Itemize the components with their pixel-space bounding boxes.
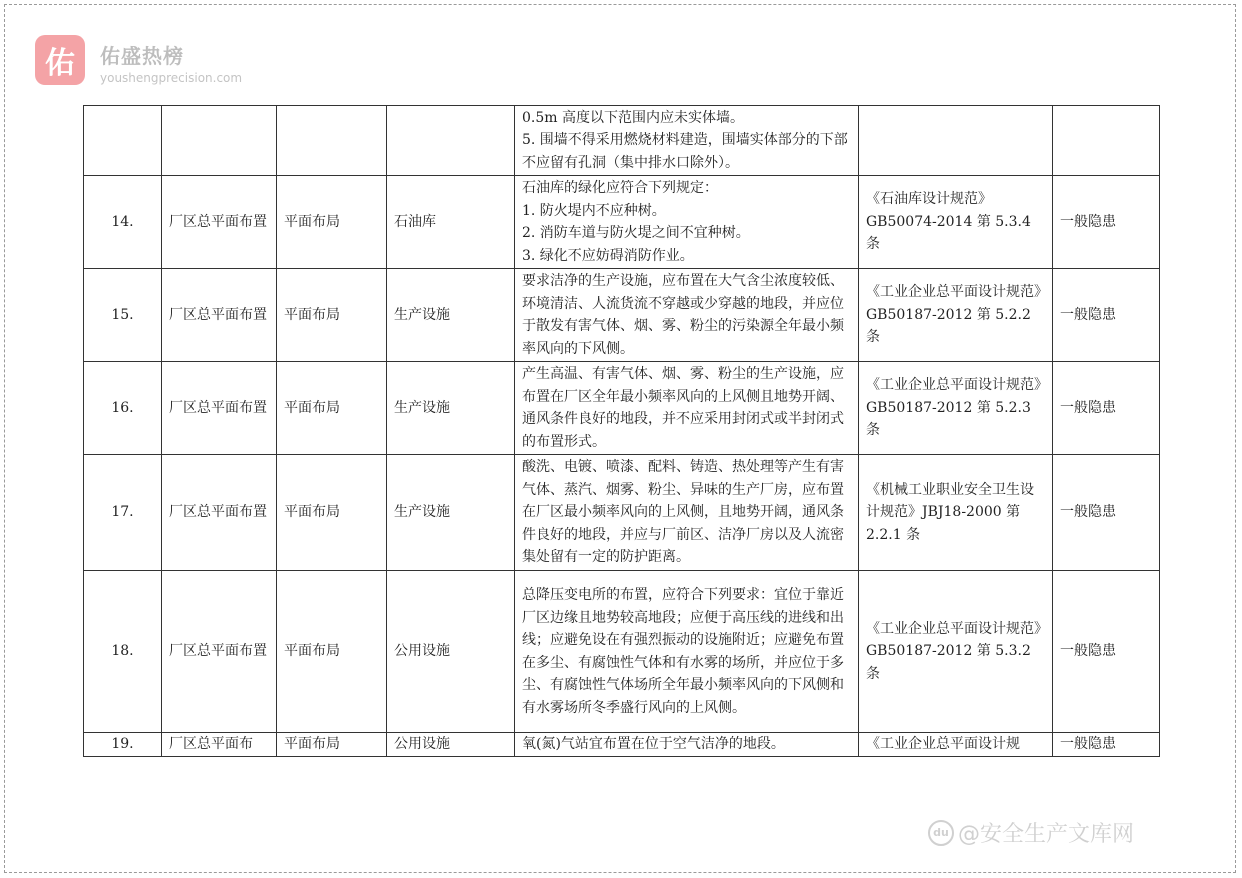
area-cell: 厂区总平面布置 [162, 269, 277, 362]
hazard-table [83, 105, 1160, 757]
object-cell: 公用设施 [387, 733, 515, 757]
requirement-cell: 石油库的绿化应符合下列规定： 1. 防火堤内不应种树。 2. 消防车道与防火堤之间不宜种树。 3. 绿化不应妨碍消防作业。 [515, 176, 859, 269]
basis-cell [859, 106, 1053, 176]
row-number: 16. [84, 362, 162, 455]
basis-cell: 《工业企业总平面设计规范》GB50187-2012 第 5.3.2 条 [859, 571, 1053, 733]
row-number: 19. [84, 733, 162, 757]
object-cell: 生产设施 [387, 455, 515, 571]
requirement-cell: 总降压变电所的布置，应符合下列要求：宜位于靠近厂区边缘且地势较高地段；应便于高压线的进线和出线；应避免设在有强烈振动的设施附近；应避免布置在多尘、有腐蚀性气体和有水雾的场所，并应位于多尘、有腐蚀性气体场所全年最小频率风向的下风侧和有水雾场所冬季盛行风向的上风侧。 [515, 571, 859, 733]
row-number [84, 106, 162, 176]
category-cell: 平面布局 [277, 455, 387, 571]
area-cell: 厂区总平面布置 [162, 362, 277, 455]
category-cell: 平面布局 [277, 733, 387, 757]
requirement-cell: 氧(氮)气站宜布置在位于空气洁净的地段。 [515, 733, 859, 757]
risk-level-cell: 一般隐患 [1053, 269, 1160, 362]
table-row [84, 176, 1160, 269]
basis-cell: 《工业企业总平面设计规范》GB50187-2012 第 5.2.2 条 [859, 269, 1053, 362]
object-cell: 生产设施 [387, 362, 515, 455]
table-row [84, 362, 1160, 455]
area-cell: 厂区总平面布置 [162, 571, 277, 733]
area-cell [162, 106, 277, 176]
risk-level-cell: 一般隐患 [1053, 176, 1160, 269]
watermark [928, 817, 1134, 848]
basis-cell: 《机械工业职业安全卫生设计规范》JBJ18-2000 第 2.2.1 条 [859, 455, 1053, 571]
watermark-text: @安全生产文库网 [958, 822, 1135, 847]
object-cell [387, 106, 515, 176]
category-cell: 平面布局 [277, 571, 387, 733]
risk-level-cell: 一般隐患 [1053, 571, 1160, 733]
category-cell: 平面布局 [277, 269, 387, 362]
table-row [84, 106, 1160, 176]
brand-name: 佑盛热榜 [100, 44, 184, 68]
row-number: 14. [84, 176, 162, 269]
risk-level-cell: 一般隐患 [1053, 455, 1160, 571]
category-cell: 平面布局 [277, 176, 387, 269]
requirement-cell: 酸洗、电镀、喷漆、配料、铸造、热处理等产生有害气体、蒸汽、烟雾、粉尘、异味的生产厂房，应布置在厂区最小频率风向的上风侧，且地势开阔，通风条件良好的地段，并应与厂前区、洁净厂房以及人流密集处留有一定的防护距离。 [515, 455, 859, 571]
table-row [84, 269, 1160, 362]
table-row [84, 455, 1160, 571]
row-number: 18. [84, 571, 162, 733]
basis-cell: 《工业企业总平面设计规范》GB50187-2012 第 5.2.3 条 [859, 362, 1053, 455]
requirement-cell: 产生高温、有害气体、烟、雾、粉尘的生产设施，应布置在厂区全年最小频率风向的上风侧且地势开阔、通风条件良好的地段，并不应采用封闭式或半封闭式的布置形式。 [515, 362, 859, 455]
row-number: 15. [84, 269, 162, 362]
requirement-cell: 0.5m 高度以下范围内应未实体墙。 5. 围墙不得采用燃烧材料建造，围墙实体部分的下部不应留有孔洞（集中排水口除外）。 [515, 106, 859, 176]
object-cell: 公用设施 [387, 571, 515, 733]
basis-cell: 《工业企业总平面设计规 [859, 733, 1053, 757]
area-cell: 厂区总平面布 [162, 733, 277, 757]
brand-url: youshengprecision.com [100, 71, 243, 85]
table-row [84, 733, 1160, 757]
risk-level-cell [1053, 106, 1160, 176]
object-cell: 生产设施 [387, 269, 515, 362]
area-cell: 厂区总平面布置 [162, 176, 277, 269]
area-cell: 厂区总平面布置 [162, 455, 277, 571]
category-cell: 平面布局 [277, 362, 387, 455]
basis-cell: 《石油库设计规范》GB50074-2014 第 5.3.4 条 [859, 176, 1053, 269]
row-number: 17. [84, 455, 162, 571]
risk-level-cell: 一般隐患 [1053, 362, 1160, 455]
brand-logo: 佑 [35, 35, 85, 85]
table-row [84, 571, 1160, 733]
object-cell: 石油库 [387, 176, 515, 269]
baidu-paw-icon: du [928, 820, 954, 846]
requirement-cell: 要求洁净的生产设施，应布置在大气含尘浓度较低、环境清洁、人流货流不穿越或少穿越的地段，并应位于散发有害气体、烟、雾、粉尘的污染源全年最小频率风向的下风侧。 [515, 269, 859, 362]
category-cell [277, 106, 387, 176]
risk-level-cell: 一般隐患 [1053, 733, 1160, 757]
